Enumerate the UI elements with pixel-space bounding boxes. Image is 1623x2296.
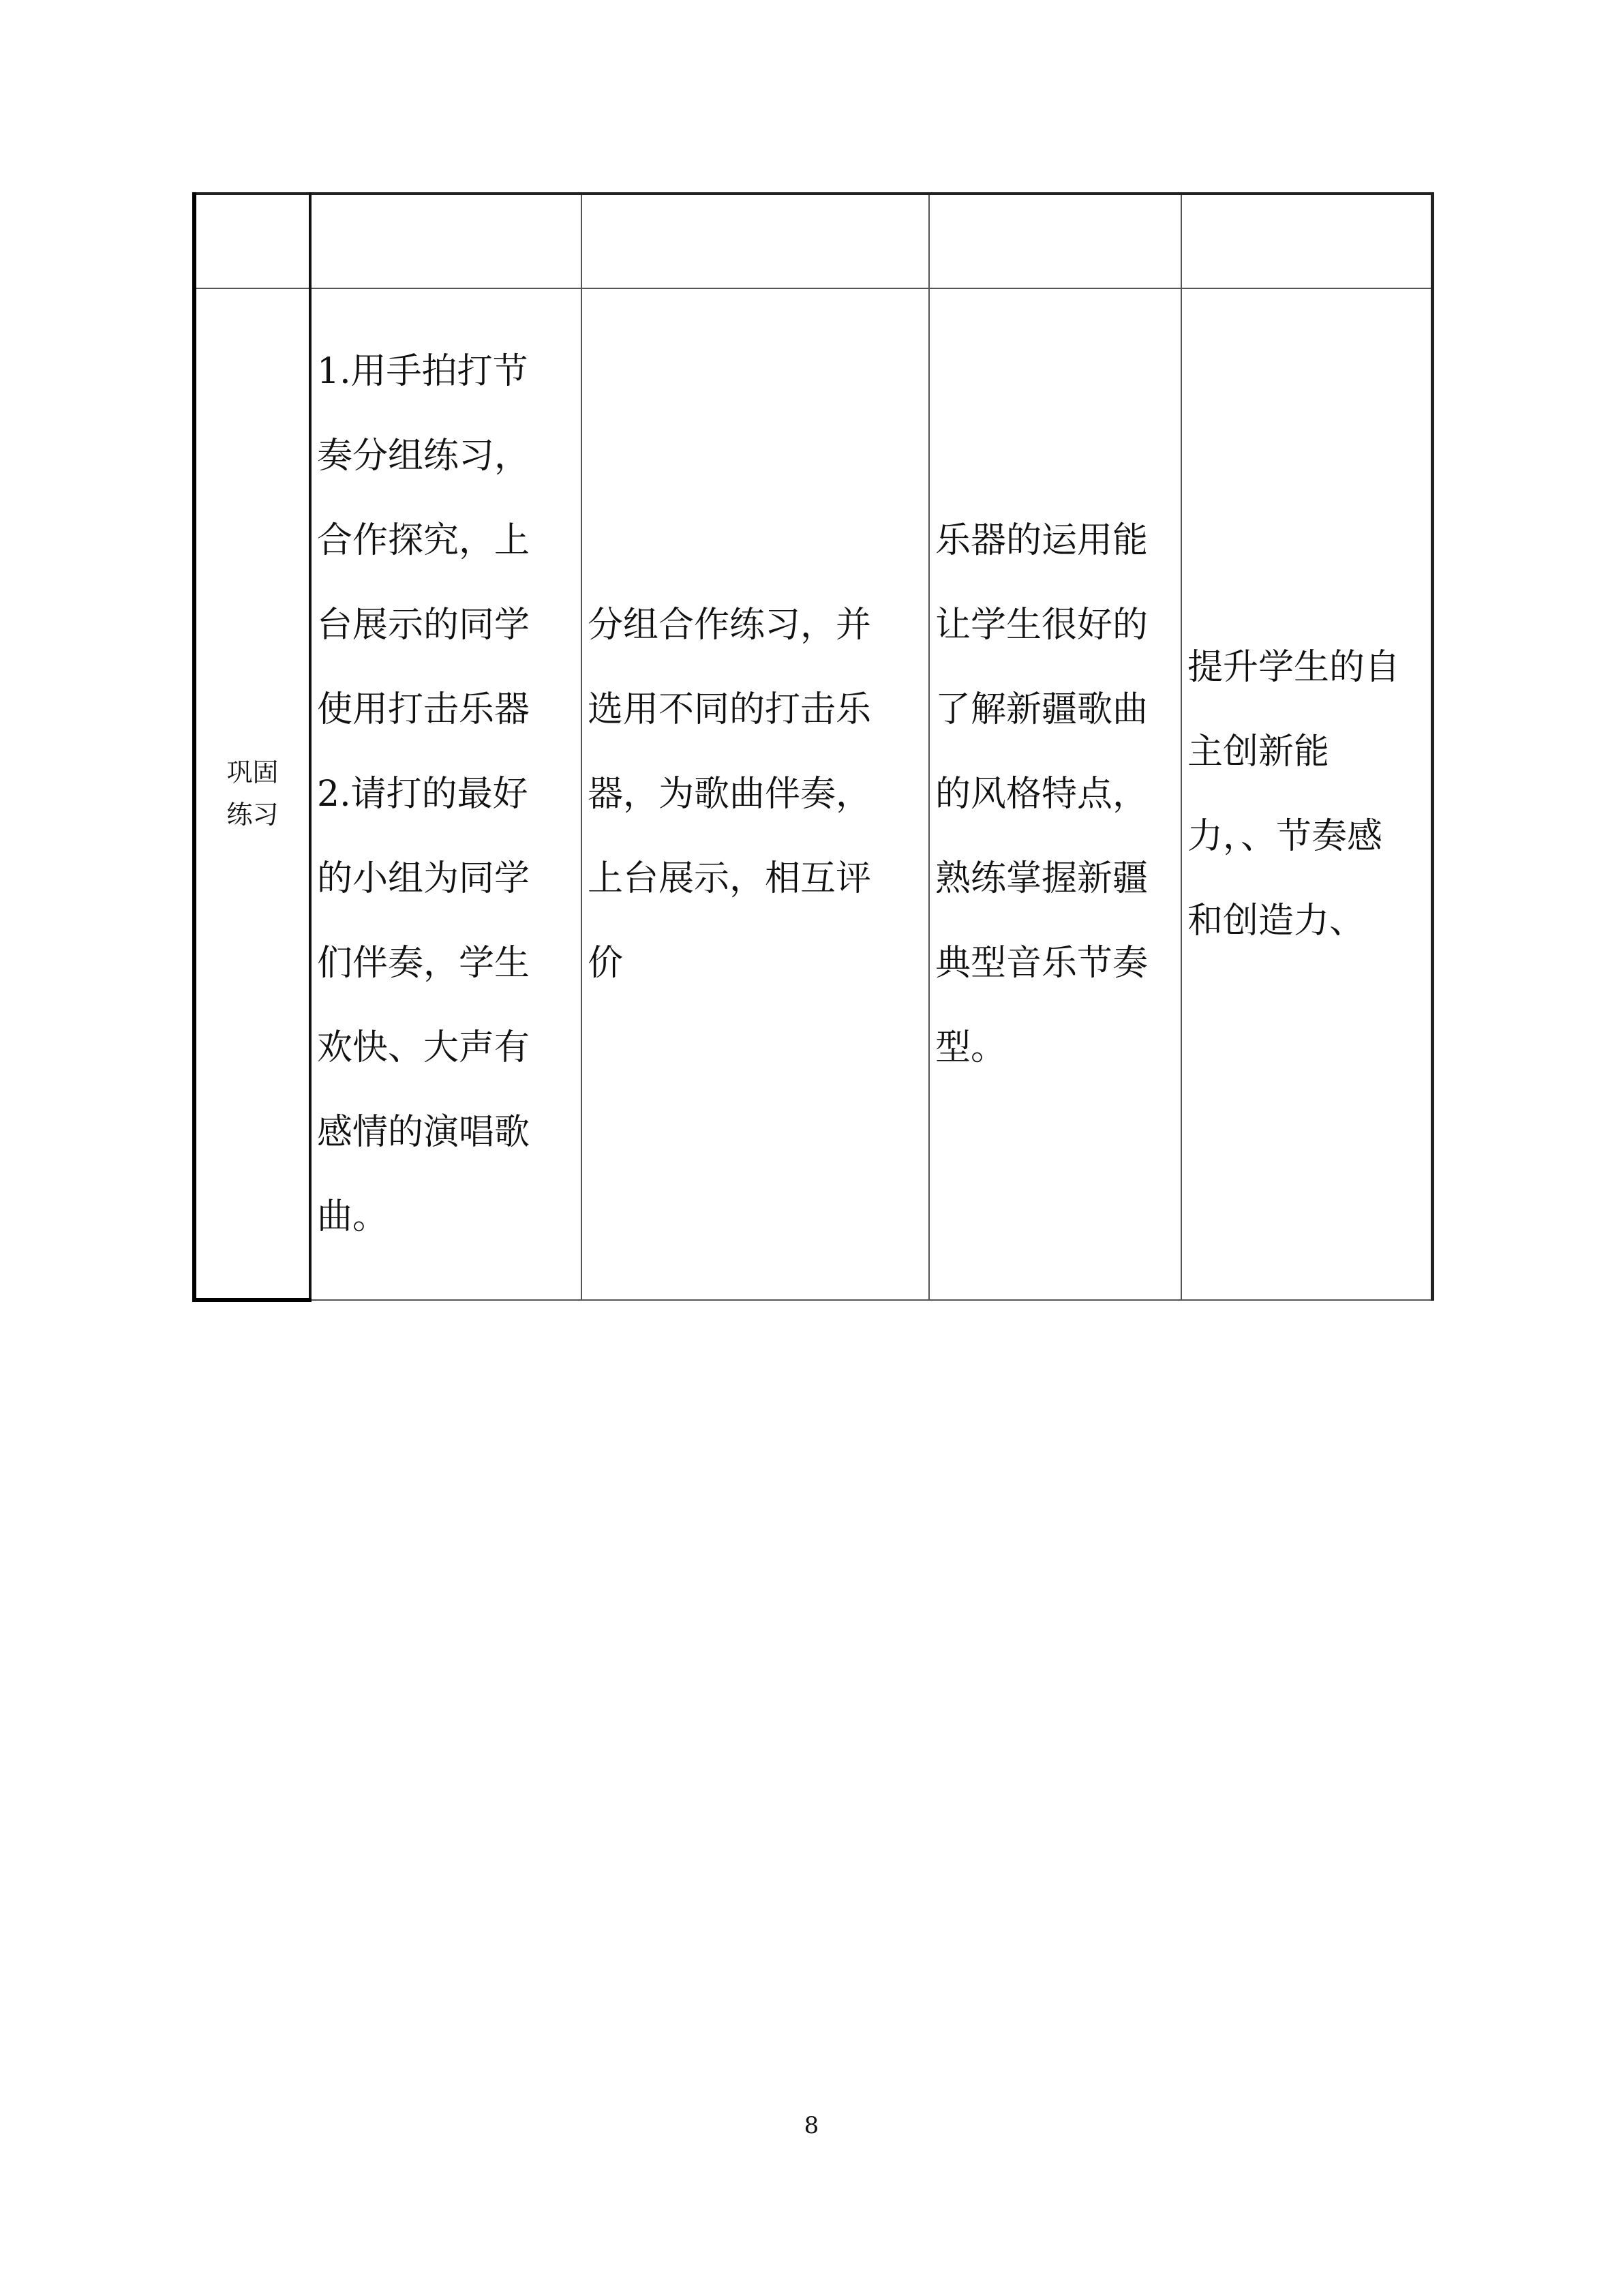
header-cell-5 (1181, 194, 1432, 288)
student-cell (581, 288, 929, 1300)
stage-label: 巩固 练习 (226, 757, 279, 830)
table-row (194, 288, 1432, 1300)
lesson-plan-table (192, 192, 1434, 1302)
stage-label-cell (194, 288, 310, 1300)
header-cell-2 (310, 194, 581, 288)
goal-cell (1181, 288, 1432, 1300)
page-number: 8 (804, 2112, 819, 2139)
header-cell-3 (581, 194, 929, 288)
design-intent-text: 乐器的运用能 让学生很好的 了解新疆歌曲 的风格特点， 熟练掌握新疆 典型音乐节奏 型。 (935, 520, 1149, 1068)
activities-cell (310, 288, 581, 1300)
goal-text: 提升学生的自 主创新能 力，、节奏感 和创造力、 (1187, 647, 1401, 941)
header-cell-4 (929, 194, 1181, 288)
design-cell (929, 288, 1181, 1300)
student-activities-text: 分组合作练习，并 选用不同的打击乐 器，为歌曲伴奏， 上台展示，相互评 价 (588, 605, 872, 984)
table-header-row (194, 194, 1432, 288)
teacher-activities-text: 1.用手拍打节 奏分组练习， 合作探究，上 台展示的同学 使用打击乐器 2.请打的最好 的小组为同学 们伴奏，学生 欢快、大声有 感情的演唱歌 曲。 (317, 351, 530, 1237)
header-cell-1 (194, 194, 310, 288)
